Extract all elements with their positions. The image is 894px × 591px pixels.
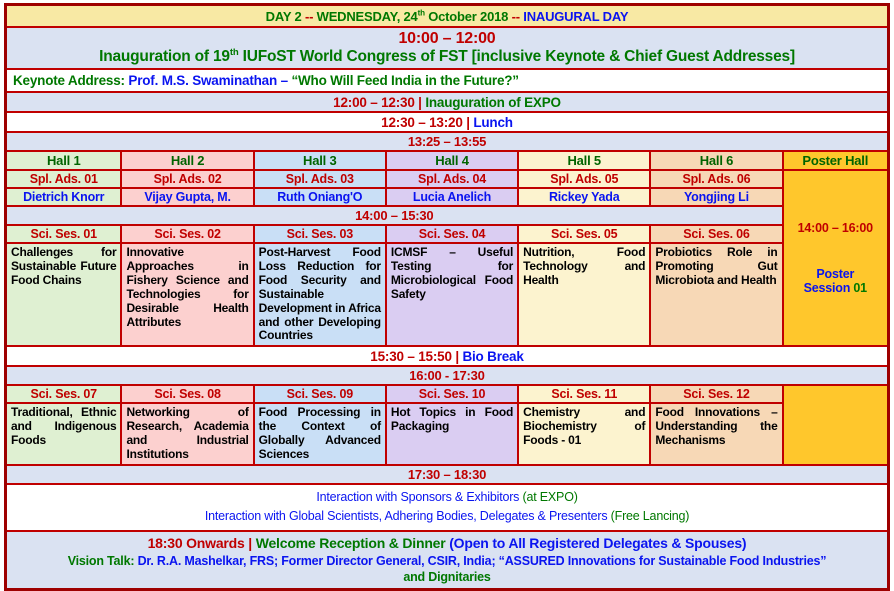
sci-ses-05-label: Sci. Ses. 05 [518,225,650,243]
sci-ses-12-label: Sci. Ses. 12 [650,385,782,403]
interaction-scientists-line: Interaction with Global Scientists, Adhering Bodies, Delegates & Presenters (Free Lancing) [204,509,690,524]
slot-1600-cell: 16:00 - 17:30 [6,366,889,385]
keynote-row [6,69,889,92]
slot-1730-row [6,465,889,484]
schedule-table [4,3,890,591]
sci-session-2-header-row [6,385,889,403]
day-header-row [6,5,889,28]
sci-ses-10-label: Sci. Ses. 10 [386,385,518,403]
sci-ses-06-label: Sci. Ses. 06 [650,225,782,243]
hall-5-header: Hall 5 [518,151,650,170]
inauguration-row [6,27,889,69]
vision-talk-line: Vision Talk: Dr. R.A. Mashelkar, FRS; Former Director General, CSIR, India; “ASSURED Innovations for Sustainable Food Industries” and Dignitaries [67,553,827,585]
sci-ses-03-label: Sci. Ses. 03 [254,225,386,243]
sci-ses-06-desc: Probiotics Role in Promoting Gut Microbiota and Health [650,243,782,346]
hall-1-header: Hall 1 [6,151,122,170]
poster-session-cell [783,170,889,346]
spl-ads-02-cell: Spl. Ads. 02 [121,170,253,188]
sci-ses-03-desc: Post-Harvest Food Loss Reduction for Food Security and Sustainable Development in Africa and other Developing Countries [254,243,386,346]
slot-1325-cell: 13:25 – 13:55 [6,132,889,151]
poster-hall-empty-cell [783,385,889,465]
hall-header-row [6,151,889,170]
poster-session-time: 14:00 – 16:00 [797,221,873,236]
lunch-cell: 12:30 – 13:20 | Lunch [6,112,889,132]
slot-1600-row [6,366,889,385]
sci-ses-04-label: Sci. Ses. 04 [386,225,518,243]
speaker-2-cell: Vijay Gupta, M. [121,188,253,206]
sci-ses-08-label: Sci. Ses. 08 [121,385,253,403]
sci-session-2-desc-row [6,403,889,465]
slot-1325-row [6,132,889,151]
interaction-row [6,484,889,531]
sci-ses-08-desc: Networking of Research, Academia and Industrial Institutions [121,403,253,465]
sci-ses-11-label: Sci. Ses. 11 [518,385,650,403]
sci-ses-07-desc: Traditional, Ethnic and Indigenous Foods [6,403,122,465]
special-address-row [6,170,889,188]
spl-ads-04-cell: Spl. Ads. 04 [386,170,518,188]
sci-ses-05-desc: Nutrition, Food Technology and Health [518,243,650,346]
inauguration-cell [6,27,889,69]
sci-ses-02-label: Sci. Ses. 02 [121,225,253,243]
sci-session-1-header-row [6,225,889,243]
poster-hall-header: Poster Hall [783,151,889,170]
reception-cell [6,531,889,590]
slot-1400-cell: 14:00 – 15:30 [6,206,783,225]
speaker-3-cell: Ruth Oniang'O [254,188,386,206]
sci-ses-12-desc: Food Innovations – Understanding the Mechanisms [650,403,782,465]
speaker-4-cell: Lucia Anelich [386,188,518,206]
bio-break-row [6,346,889,366]
sci-ses-04-desc: ICMSF – Useful Testing for Microbiological Food Safety [386,243,518,346]
sci-ses-07-label: Sci. Ses. 07 [6,385,122,403]
reception-row [6,531,889,590]
slot-1730-cell: 17:30 – 18:30 [6,465,889,484]
inauguration-title: Inauguration of 19th IUFoST World Congress of FST [inclusive Keynote & Chief Guest Addresses] [99,46,795,65]
expo-row [6,92,889,112]
inauguration-time: 10:00 – 12:00 [398,30,496,47]
lunch-row [6,112,889,132]
hall-2-header: Hall 2 [121,151,253,170]
keynote-cell: Keynote Address: Prof. M.S. Swaminathan – “Who Will Feed India in the Future?” [6,69,889,92]
welcome-reception-line: 18:30 Onwards | Welcome Reception & Dinner (Open to All Registered Delegates & Spouses) [147,534,747,551]
interaction-sponsors-line: Interaction with Sponsors & Exhibitors (at EXPO) [316,489,578,504]
sci-ses-09-desc: Food Processing in the Context of Globally Advanced Sciences [254,403,386,465]
day-header-cell: DAY 2 -- WEDNESDAY, 24th October 2018 -- INAUGURAL DAY [6,5,889,28]
speaker-row [6,188,889,206]
spl-ads-01-cell: Spl. Ads. 01 [6,170,122,188]
sci-session-1-desc-row [6,243,889,346]
expo-cell: 12:00 – 12:30 | Inauguration of EXPO [6,92,889,112]
sci-ses-01-label: Sci. Ses. 01 [6,225,122,243]
speaker-1-cell: Dietrich Knorr [6,188,122,206]
sci-ses-10-desc: Hot Topics in Food Packaging [386,403,518,465]
hall-3-header: Hall 3 [254,151,386,170]
slot-1400-row [6,206,889,225]
spl-ads-05-cell: Spl. Ads. 05 [518,170,650,188]
sci-ses-09-label: Sci. Ses. 09 [254,385,386,403]
interaction-cell [6,484,889,531]
poster-session-label: Poster Session 01 [803,267,867,296]
speaker-5-cell: Rickey Yada [518,188,650,206]
sci-ses-01-desc: Challenges for Sustainable Future Food Chains [6,243,122,346]
sci-ses-02-desc: Innovative Approaches in Fishery Science and Technologies for Desirable Health Attributes [121,243,253,346]
bio-break-cell: 15:30 – 15:50 | Bio Break [6,346,889,366]
spl-ads-03-cell: Spl. Ads. 03 [254,170,386,188]
speaker-6-cell: Yongjing Li [650,188,782,206]
spl-ads-06-cell: Spl. Ads. 06 [650,170,782,188]
hall-4-header: Hall 4 [386,151,518,170]
sci-ses-11-desc: Chemistry and Biochemistry of Foods - 01 [518,403,650,465]
hall-6-header: Hall 6 [650,151,782,170]
